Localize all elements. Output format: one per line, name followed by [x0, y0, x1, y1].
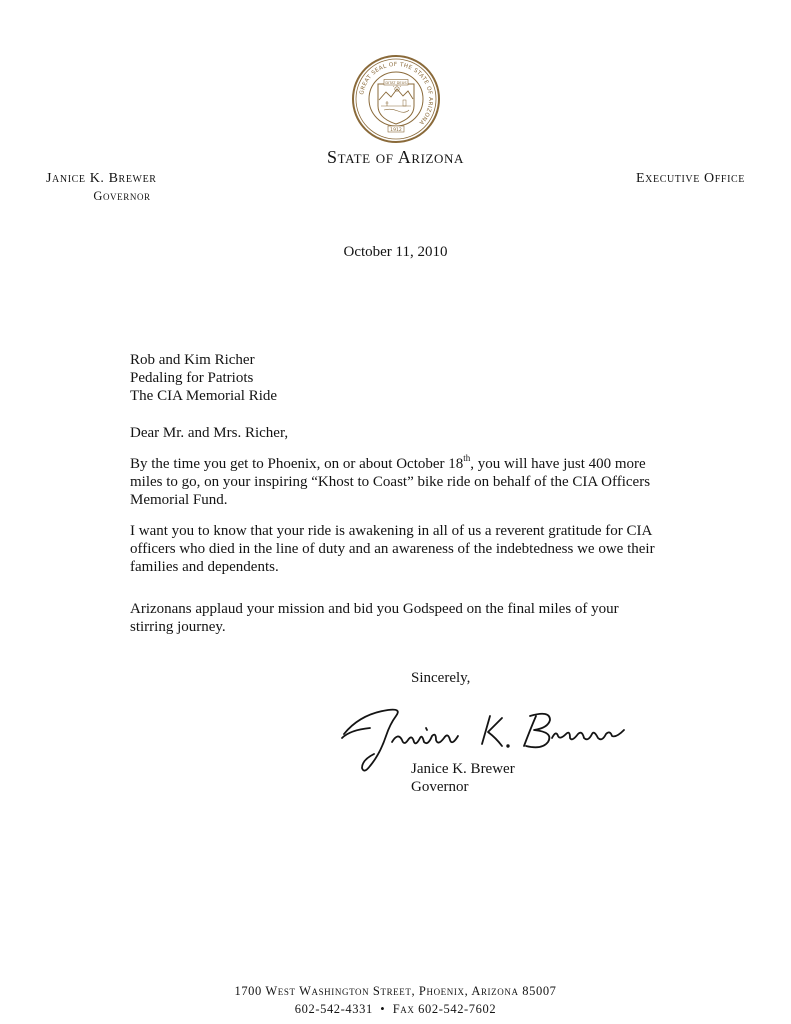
signer-block — [411, 760, 515, 796]
seal-ring-text: GREAT SEAL OF THE STATE OF ARIZONA — [359, 61, 434, 126]
salutation: Dear Mr. and Mrs. Richer, — [130, 425, 289, 441]
executive-office-heading: Executive Office — [636, 171, 745, 186]
letter-date: October 11, 2010 — [343, 244, 448, 260]
paragraph-line: miles to go, on your inspiring “Khost to Coast” bike ride on behalf of the CIA Officers — [130, 474, 651, 490]
paragraph-line: I want you to know that your ride is awakening in all of us a reverent gratitude for CIA — [130, 523, 653, 539]
seal-year: 1912 — [390, 127, 402, 133]
recipient-address — [130, 351, 690, 405]
footer-phone: 602-542-4331 — [294, 1002, 373, 1016]
text-run: , you will have just 400 more — [470, 456, 646, 472]
signer-name: Janice K. Brewer — [411, 761, 515, 777]
paragraph-line: Memorial Fund. — [130, 492, 228, 508]
closing: Sincerely, — [411, 670, 471, 686]
paragraph-line: stirring journey. — [130, 619, 226, 635]
governor-title-heading: Governor — [93, 189, 151, 203]
paragraph-line: families and dependents. — [130, 559, 279, 575]
footer-fax: Fax 602-542-7602 — [392, 1002, 497, 1016]
superscript: th — [463, 453, 471, 463]
signer-title: Governor — [411, 779, 469, 795]
paragraph-line: officers who died in the line of duty and an awareness of the indebtedness we owe their — [130, 541, 655, 557]
state-seal — [351, 54, 441, 144]
arizona-seal-icon — [351, 54, 441, 144]
recipient-line: The CIA Memorial Ride — [130, 388, 278, 404]
text-run: By the time you get to Phoenix, on or about October 18 — [130, 456, 464, 472]
paragraph-1 — [130, 455, 690, 509]
recipient-line: Pedaling for Patriots — [130, 370, 254, 386]
recipient-line: Rob and Kim Richer — [130, 352, 255, 368]
seal-motto: DITAT DEUS — [385, 80, 407, 85]
state-title: State of Arizona — [326, 147, 465, 167]
paragraph-line — [130, 455, 690, 473]
paragraph-line: Arizonans applaud your mission and bid you Godspeed on the final miles of your — [130, 601, 619, 617]
footer-separator: • — [380, 1002, 386, 1016]
paragraph-3 — [130, 600, 690, 636]
paragraph-2 — [130, 522, 690, 576]
footer-contact — [0, 1000, 791, 1018]
footer — [0, 982, 791, 1018]
governor-name-heading: Janice K. Brewer — [46, 171, 157, 186]
footer-address: 1700 West Washington Street, Phoenix, Arizona 85007 — [234, 984, 557, 998]
